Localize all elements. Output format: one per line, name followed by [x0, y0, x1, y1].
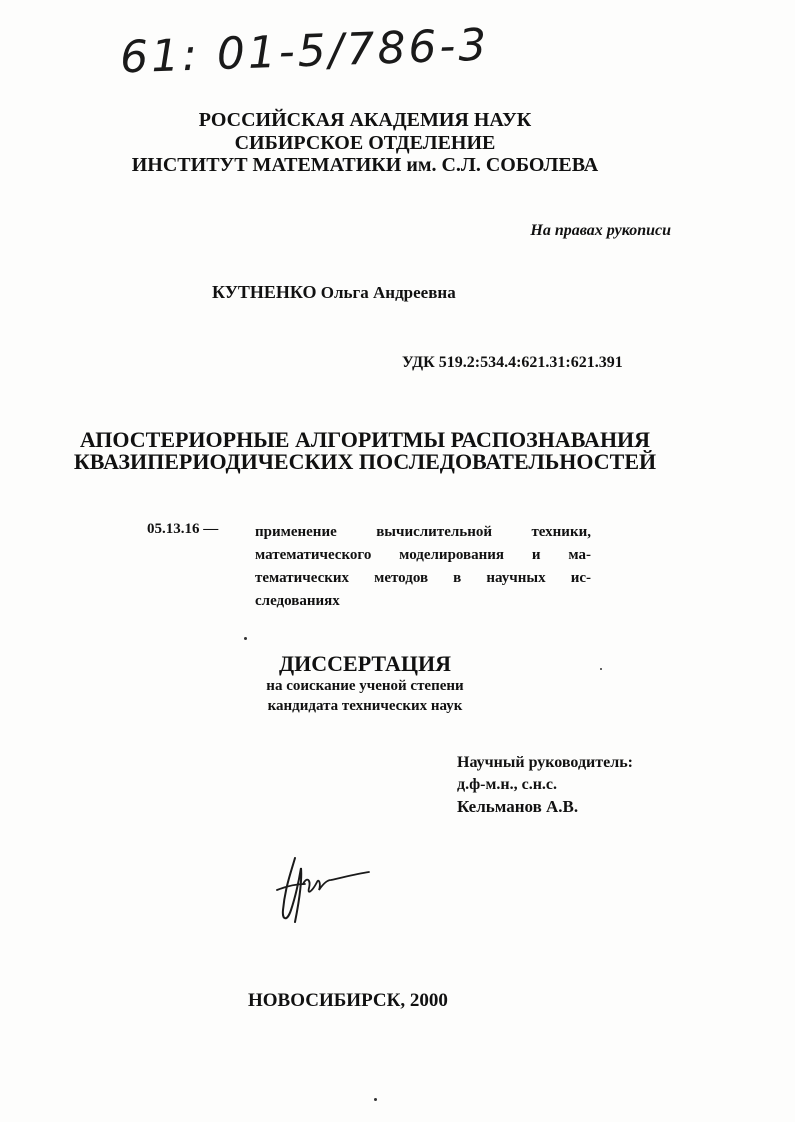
city-year: НОВОСИБИРСК, 2000	[248, 990, 448, 1011]
author-surname: КУТНЕНКО	[212, 282, 317, 302]
header-academy: РОССИЙСКАЯ АКАДЕМИЯ НАУК	[198, 109, 532, 131]
specialty-code: 05.13.16 —	[147, 521, 219, 537]
dissertation-title: ДИССЕРТАЦИЯ	[279, 651, 451, 676]
advisor-degree: д.ф-м.н., с.н.с.	[457, 776, 558, 793]
advisor-label: Научный руководитель:	[457, 754, 633, 771]
specialty-line: математического моделирования и ма-	[255, 547, 591, 563]
specialty-line: применение вычислительной техники,	[255, 524, 591, 540]
advisor-block	[457, 752, 633, 818]
dissertation-degree-line-1: на соискание ученой степени	[266, 678, 464, 694]
scan-speck	[244, 637, 247, 640]
dissertation-degree-line-2: кандидата технических наук	[267, 698, 463, 714]
specialty-description	[255, 521, 591, 613]
header-branch: СИБИРСКОЕ ОТДЕЛЕНИЕ	[234, 132, 496, 154]
archive-code: 61: 01-5/786-3	[119, 19, 491, 84]
author-name	[212, 282, 456, 303]
advisor-name: Кельманов А.В.	[457, 797, 579, 816]
specialty-line: тематических методов в научных ис-	[255, 570, 591, 586]
header-institute: ИНСТИТУТ МАТЕМАТИКИ им. С.Л. СОБОЛЕВА	[131, 154, 599, 176]
title-line-2: КВАЗИПЕРИОДИЧЕСКИХ ПОСЛЕДОВАТЕЛЬНОСТЕЙ	[73, 449, 657, 474]
title-line-1: АПОСТЕРИОРНЫЕ АЛГОРИТМЫ РАСПОЗНАВАНИЯ	[79, 427, 651, 452]
scan-speck	[600, 668, 602, 670]
author-given-name: Ольга Андреевна	[320, 283, 456, 302]
specialty-line: следованиях	[255, 593, 340, 609]
scan-speck	[374, 1098, 377, 1101]
handwritten-signature-icon	[265, 850, 380, 930]
udk-code: УДК 519.2:534.4:621.31:621.391	[402, 354, 623, 371]
rights-note: На правах рукописи	[530, 222, 671, 239]
